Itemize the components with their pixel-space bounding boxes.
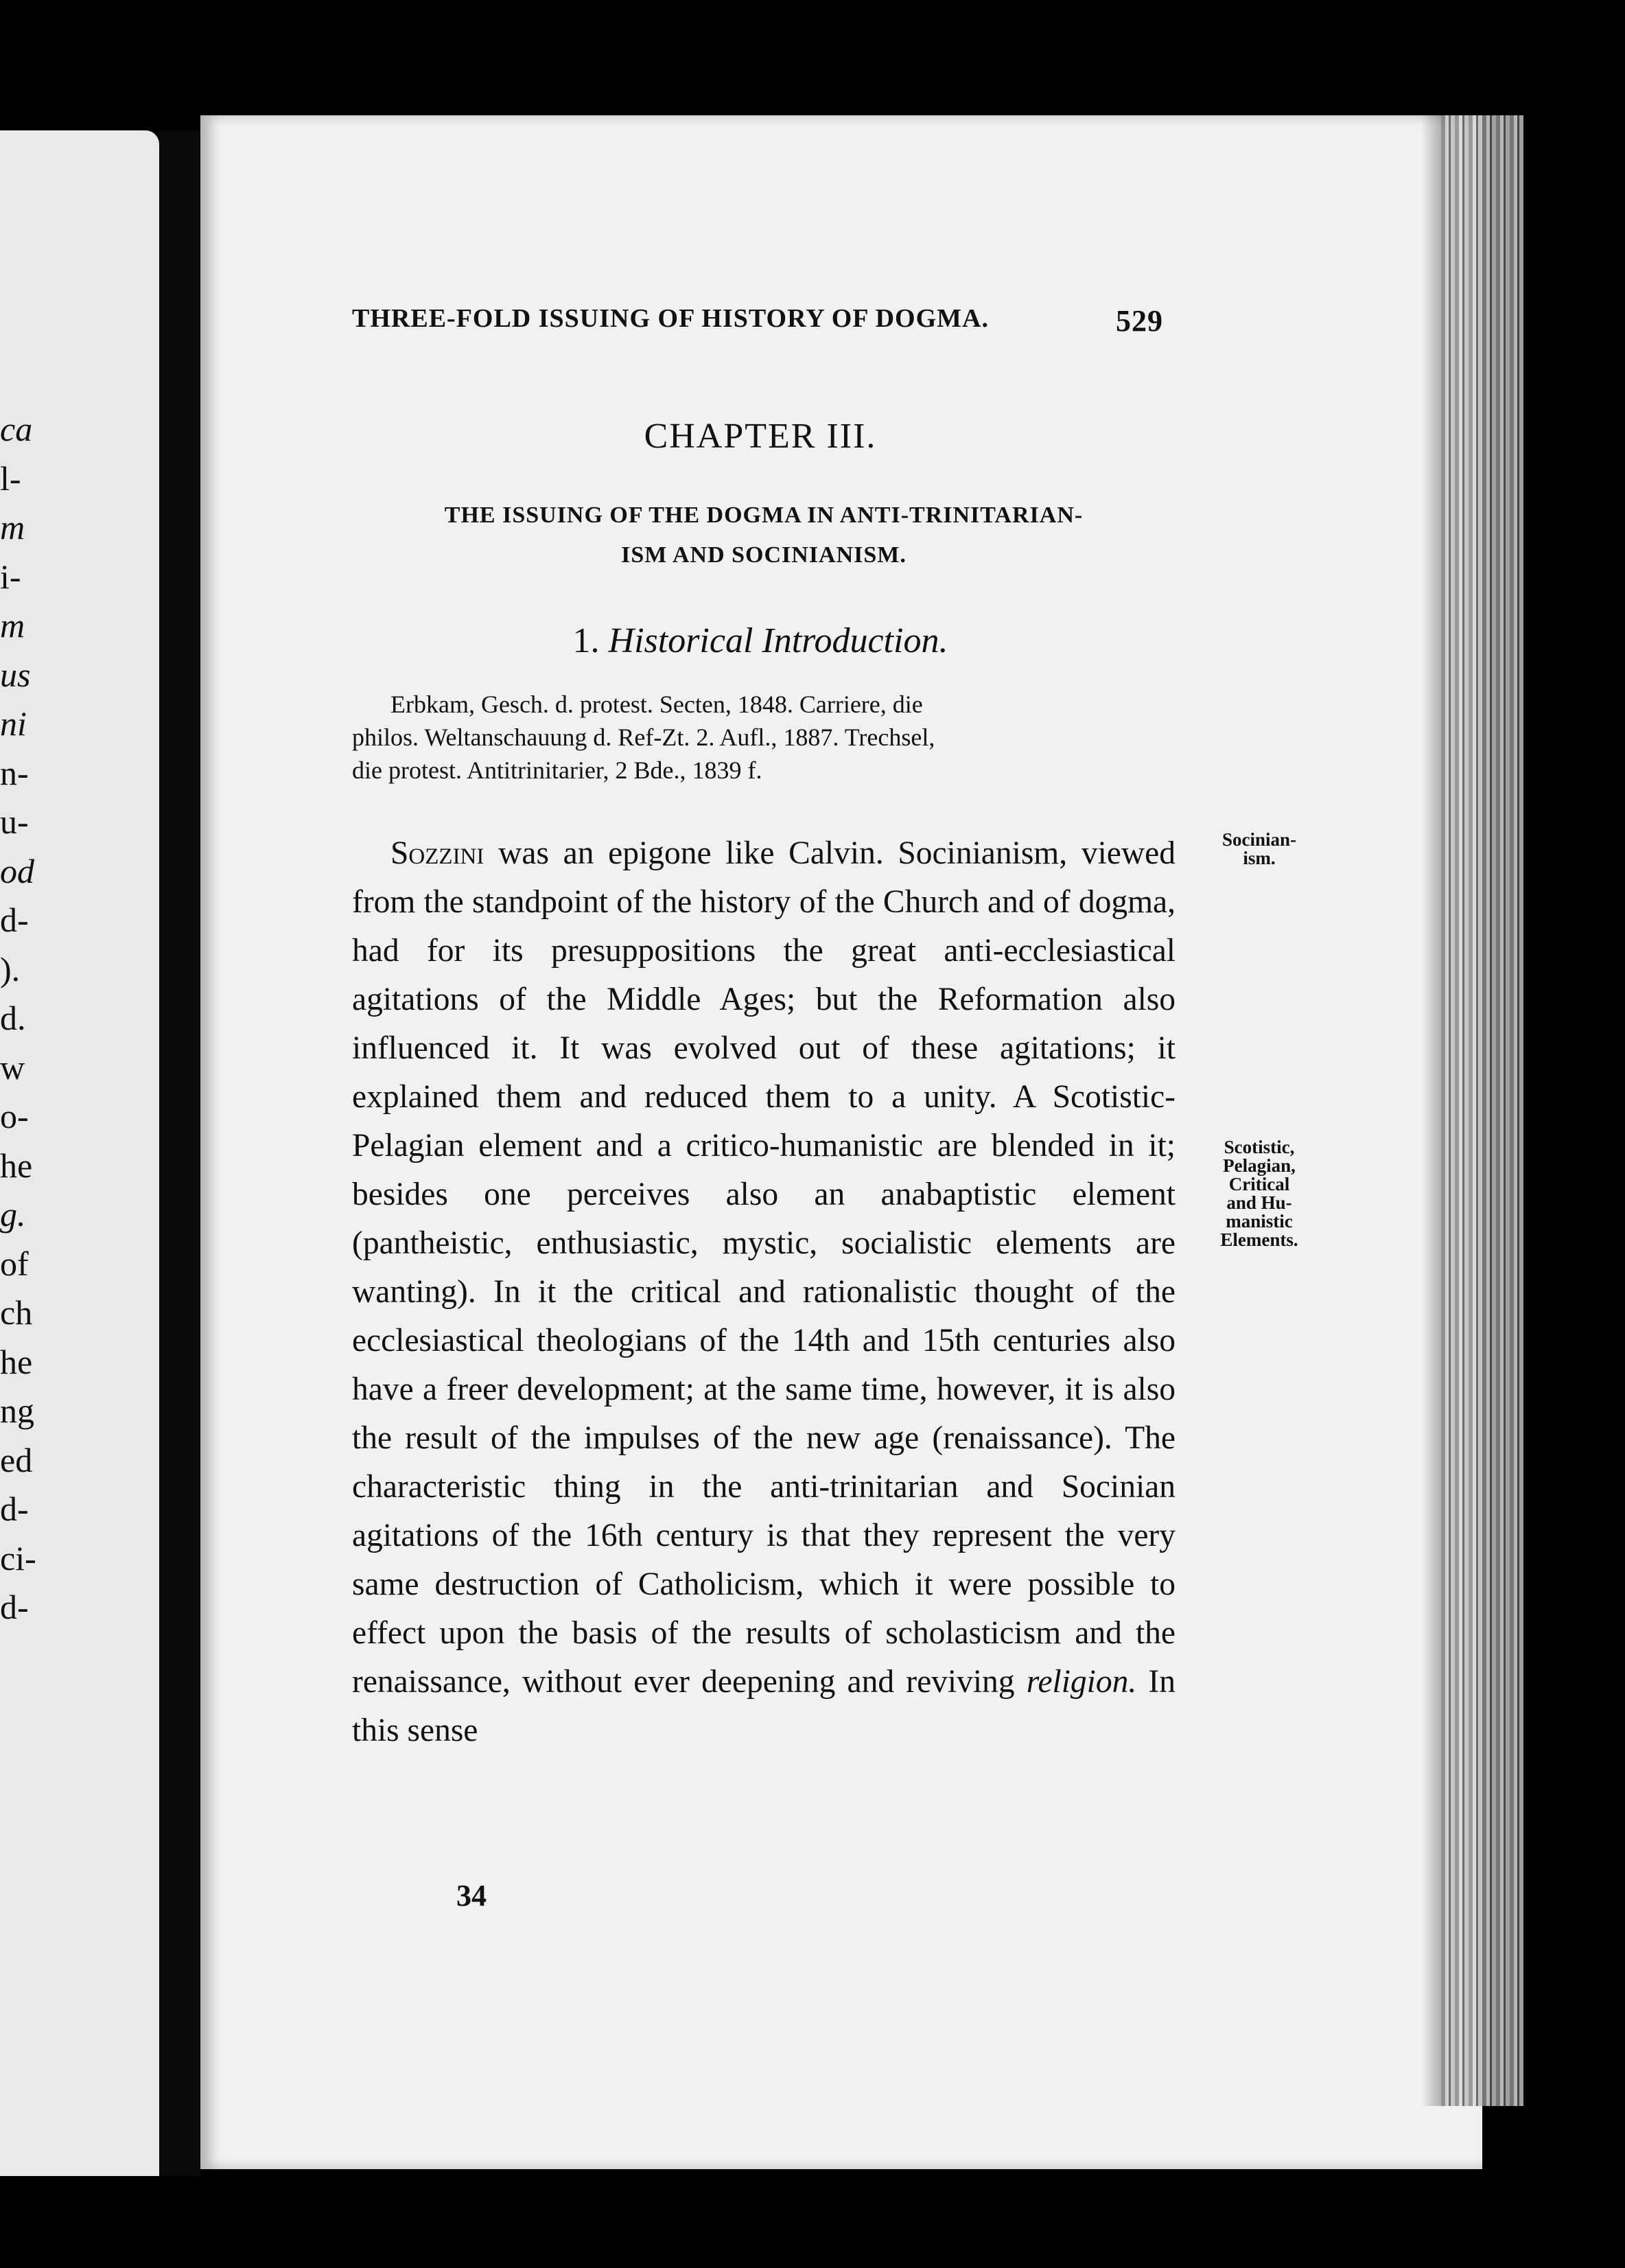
marginal-note-line: ism. [1243,848,1276,868]
left-page-fragment: he [0,1146,33,1185]
left-page-fragment: ch [0,1293,33,1332]
running-head-title: THREE-FOLD ISSUING OF HISTORY OF DOGMA. [352,304,989,333]
left-page-fragment: us [0,655,31,694]
left-page-text-fragments [0,405,48,1632]
marginal-note-line: Elements. [1220,1229,1298,1250]
marginal-note-socinianism [1204,831,1314,868]
bibliography [352,688,1176,787]
bibliography-line-3: die protest. Antitrinitarier, 2 Bde., 1839 f. [352,756,762,784]
left-page-fragment: ni [0,704,27,743]
marginal-note-line: manistic [1226,1211,1293,1231]
left-page-fragment: u- [0,802,29,841]
chapter-subtitle-line-2: ISM AND SOCINIANISM. [621,542,907,568]
section-title: Historical Introduction. [608,621,948,660]
left-page-fragment: m [0,508,25,546]
bibliography-line-2: philos. Weltanschauung d. Ref-Zt. 2. Aufl., 1887. Trechsel, [352,724,935,751]
chapter-title: CHAPTER III. [644,417,877,456]
italic-word: religion. [1026,1664,1137,1700]
running-head [352,303,1196,338]
left-page-fragment: m [0,606,25,645]
section-heading [352,621,1169,661]
lead-word: Sozzini [390,835,484,871]
left-page-fragment: d- [0,1490,29,1528]
marginal-note-line: and Hu- [1226,1192,1292,1213]
left-page [0,130,159,2176]
chapter-subtitle [345,496,1182,575]
left-page-fragment: d- [0,901,29,939]
page-edges [1441,115,1523,2106]
left-page-fragment: ed [0,1440,33,1479]
left-page-fragment: n- [0,753,29,792]
left-page-fragment: o- [0,1097,29,1135]
body-text-main: was an epigone like Calvin. Socinianism, viewed from the standpoint of the history of the Church and of dogma, had for its presuppositions the great anti-ecclesiastical agitations of the Middle Ages; but the Reformation also influenced it. It was evolved out of these agitations; it explained them and reduced them to a unity. A Scotistic-Pelagian element and a critico-humanistic are blended in it; besides one perceives also an anabaptistic element (pantheistic, enthusiastic, mystic, socialistic elements are wanting). In it the critical and rationalistic thought of the ecclesiastical theologians of the 14th and 15th centuries also have a freer development; at the same time, however, it is also the result of the impulses of the new age (renaissance). The characteristic thing in the anti-trinitarian and Socinian agitations of the 16th century is that they represent the very same destruction of Catholicism, which it were possible to effect upon the basis of the results of scholasticism and the renaissance, without ever deepening and reviving [352,835,1176,1700]
marginal-note-elements [1204,1138,1314,1249]
left-page-fragment: w [0,1048,25,1087]
left-page-fragment: ci- [0,1538,36,1577]
body-text [352,829,1176,1755]
signature-mark: 34 [456,1879,487,1912]
left-page-fragment: d- [0,1588,29,1626]
left-page-fragment: of [0,1244,29,1283]
left-page-fragment: ). [0,949,21,988]
left-page-fragment: l- [0,459,21,498]
marginal-note-line: Socinian- [1221,829,1297,850]
left-page-fragment: d. [0,999,26,1037]
marginal-note-line: Critical [1228,1174,1290,1194]
section-number: 1. [572,621,600,660]
left-page-fragment: ca [0,410,33,448]
left-page-fragment: ng [0,1391,34,1430]
body-text-end: In this sense [352,1664,1176,1748]
body-paragraph [352,829,1176,1755]
marginal-note-line: Scotistic, [1224,1137,1295,1157]
chapter-subtitle-line-1: THE ISSUING OF THE DOGMA IN ANTI-TRINITARIAN- [444,502,1084,528]
bibliography-line-1: Erbkam, Gesch. d. protest. Secten, 1848. Carriere, die [390,691,923,718]
left-page-fragment: od [0,851,34,890]
left-page-fragment: g. [0,1195,26,1234]
marginal-note-line: Pelagian, [1223,1155,1296,1176]
left-page-fragment: he [0,1342,33,1381]
left-page-fragment: i- [0,557,21,596]
page-number: 529 [1116,304,1163,338]
book-gutter [159,130,200,2176]
